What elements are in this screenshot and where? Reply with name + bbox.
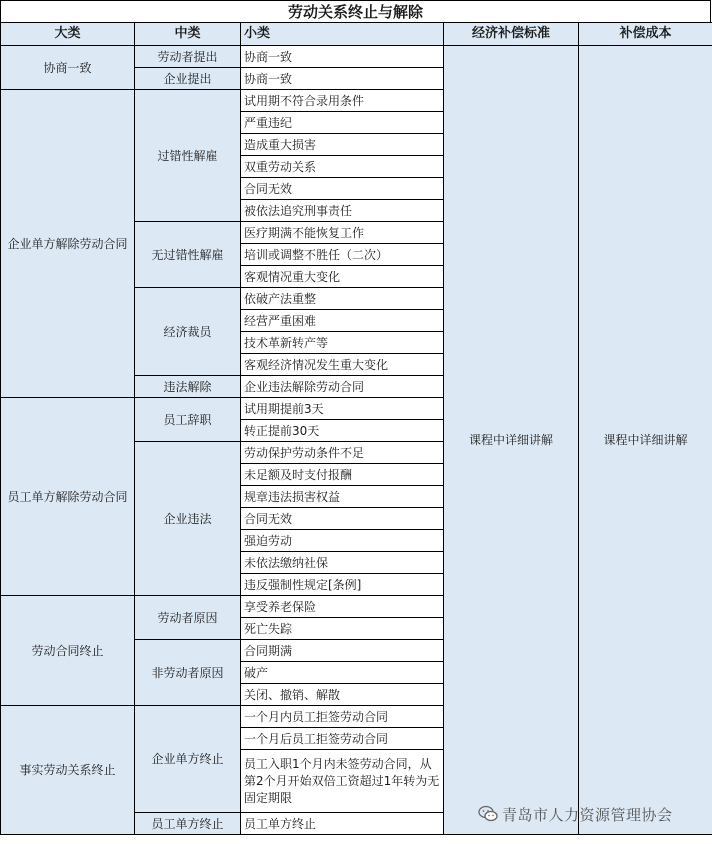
- sub-cell: 合同无效: [241, 178, 444, 200]
- sub-cell: 死亡失踪: [241, 618, 444, 640]
- sub-cell: 合同无效: [241, 508, 444, 530]
- sub-cell: 培训或调整不胜任（二次）: [241, 244, 444, 266]
- header-category: 大类: [1, 23, 135, 46]
- sub-cell: 被依法追究刑事责任: [241, 200, 444, 222]
- sub-cell: 未足额及时支付报酬: [241, 464, 444, 486]
- sub-cell: 规章违法损害权益: [241, 486, 444, 508]
- category-cell: 员工单方解除劳动合同: [1, 398, 135, 596]
- sub-cell: 严重违纪: [241, 112, 444, 134]
- middle-cell: 经济裁员: [135, 288, 241, 376]
- middle-cell: 员工辞职: [135, 398, 241, 442]
- sub-cell: 造成重大损害: [241, 134, 444, 156]
- sub-cell: 一个月内员工拒签劳动合同: [241, 706, 444, 728]
- sub-cell: 双重劳动关系: [241, 156, 444, 178]
- middle-cell: 企业提出: [135, 68, 241, 90]
- sub-cell: 破产: [241, 662, 444, 684]
- sub-cell: 协商一致: [241, 68, 444, 90]
- header-standard: 经济补偿标准: [444, 23, 579, 46]
- sub-cell: 关闭、撤销、解散: [241, 684, 444, 706]
- category-cell: 企业单方解除劳动合同: [1, 90, 135, 398]
- category-cell: 协商一致: [1, 46, 135, 90]
- sub-cell: 享受养老保险: [241, 596, 444, 618]
- header-cost: 补偿成本: [579, 23, 712, 46]
- sub-cell: 试用期不符合录用条件: [241, 90, 444, 112]
- middle-cell: 过错性解雇: [135, 90, 241, 222]
- category-cell: 事实劳动关系终止: [1, 706, 135, 835]
- sub-cell: 客观情况重大变化: [241, 266, 444, 288]
- middle-cell: 违法解除: [135, 376, 241, 398]
- table-title: 劳动关系终止与解除: [0, 0, 711, 23]
- cost-cell: 课程中详细讲解: [579, 46, 712, 835]
- sub-cell: 协商一致: [241, 46, 444, 68]
- sub-cell: 强迫劳动: [241, 530, 444, 552]
- sub-cell: 试用期提前3天: [241, 398, 444, 420]
- sub-cell: 技术革新转产等: [241, 332, 444, 354]
- watermark-text: 青岛市人力资源管理协会: [502, 805, 673, 824]
- sub-cell: 依破产法重整: [241, 288, 444, 310]
- sub-cell: 未依法缴纳社保: [241, 552, 444, 574]
- watermark: [478, 803, 673, 825]
- middle-cell: 员工单方终止: [135, 813, 241, 835]
- middle-cell: 非劳动者原因: [135, 640, 241, 706]
- sub-cell: 违反强制性规定[条例]: [241, 574, 444, 596]
- sub-cell: 企业违法解除劳动合同: [241, 376, 444, 398]
- middle-cell: 劳动者提出: [135, 46, 241, 68]
- termination-table: [0, 22, 712, 835]
- sub-cell: 经营严重困难: [241, 310, 444, 332]
- standard-cell: 课程中详细讲解: [444, 46, 579, 835]
- sub-cell: 合同期满: [241, 640, 444, 662]
- sub-cell: 医疗期满不能恢复工作: [241, 222, 444, 244]
- sub-cell: 员工单方终止: [241, 813, 444, 835]
- header-middle: 中类: [135, 23, 241, 46]
- middle-cell: 劳动者原因: [135, 596, 241, 640]
- sub-cell: 一个月后员工拒签劳动合同: [241, 728, 444, 750]
- middle-cell: 无过错性解雇: [135, 222, 241, 288]
- header-sub: 小类: [241, 23, 444, 46]
- category-cell: 劳动合同终止: [1, 596, 135, 706]
- sub-cell: 员工入职1个月内未签劳动合同，从第2个月开始双倍工资超过1年转为无固定期限: [241, 750, 444, 813]
- middle-cell: 企业单方终止: [135, 706, 241, 813]
- middle-cell: 企业违法: [135, 442, 241, 596]
- sub-cell: 客观经济情况发生重大变化: [241, 354, 444, 376]
- wechat-icon: [478, 805, 498, 823]
- sub-cell: 转正提前30天: [241, 420, 444, 442]
- sub-cell: 劳动保护劳动条件不足: [241, 442, 444, 464]
